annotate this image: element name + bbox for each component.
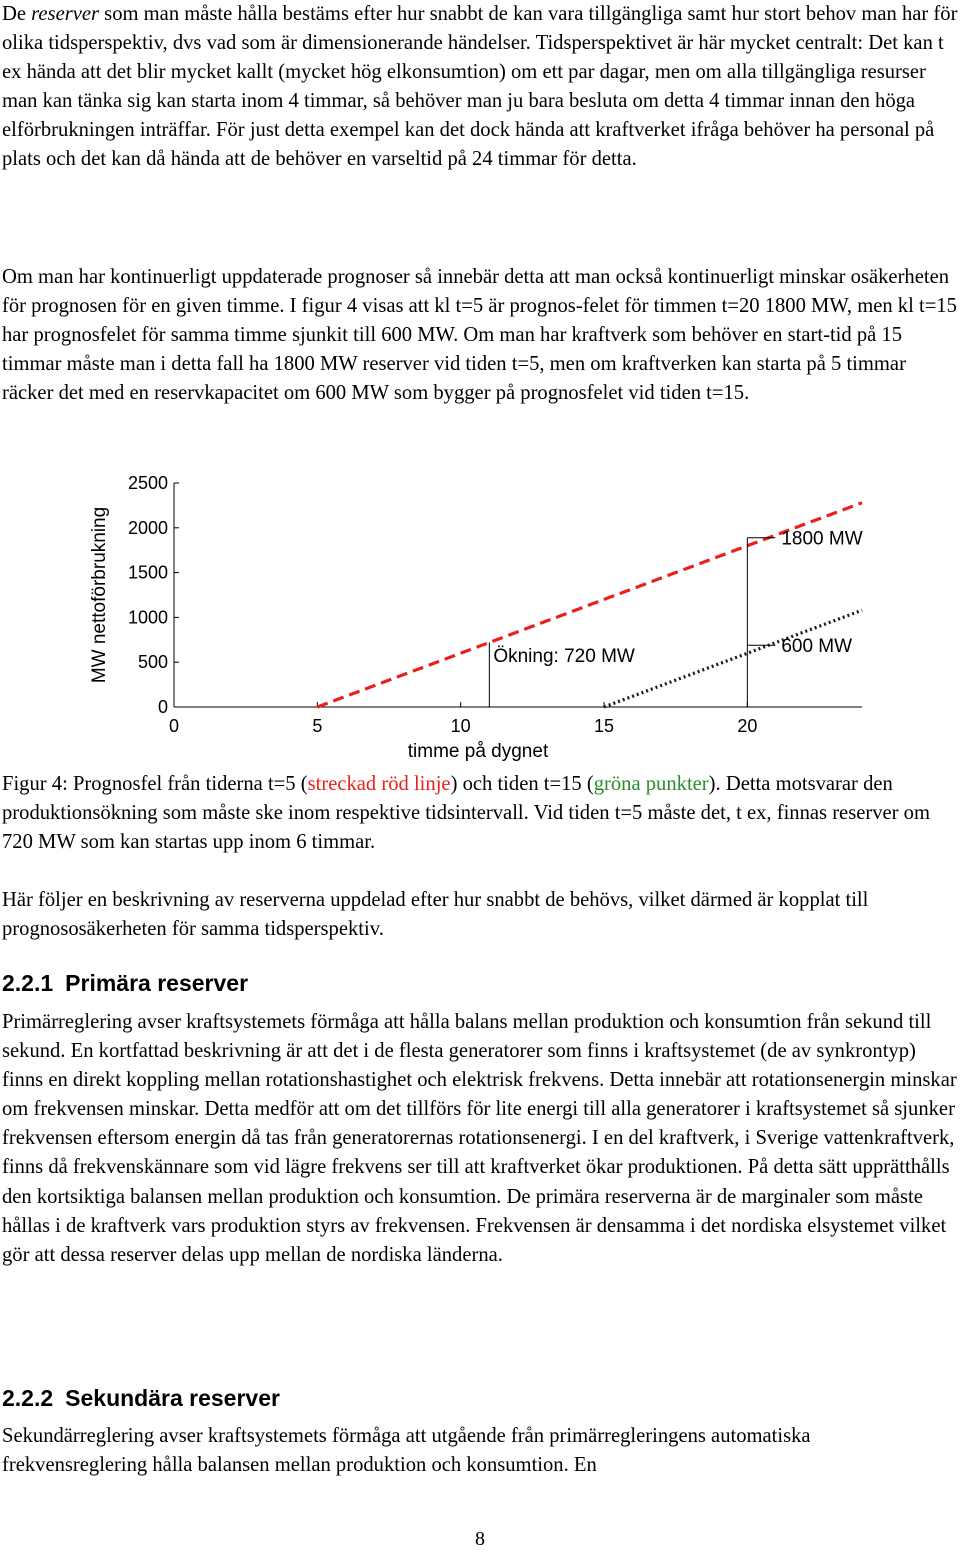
y-tick-label: 1000 bbox=[127, 607, 168, 628]
dotted-forecast-line bbox=[604, 610, 862, 707]
paragraph-beskrivning: Här följer en beskrivning av reserverna uppdelad efter hur snabbt de behövs, vilket därmed är kopplat till prognososäkerheten för samma tidsperspektiv. bbox=[2, 889, 869, 941]
figure-caption: Figur 4: Prognosfel från tiderna t=5 (streckad röd linje) och tiden t=15 (gröna punkter). Detta motsvarar den produktionsökning som måste ske inom respektive tidsintervall. Vid tiden t=5 måste det, t ex, finnas reserver om 720 MW som kan startas upp inom 6 timmar. bbox=[2, 773, 930, 854]
y-tick-label: 0 bbox=[157, 697, 168, 717]
y-tick-label: 1500 bbox=[127, 562, 168, 583]
forecast-error-chart bbox=[80, 462, 900, 767]
chart-series bbox=[317, 503, 862, 707]
x-tick-label: 5 bbox=[312, 716, 323, 736]
heading-sekundara-reserver: 2.2.2 Sekundära reserver bbox=[2, 1385, 280, 1411]
paragraph-sekundarreglering: Sekundärreglering avser kraftsystemets förmåga att utgående från primärregleringens automatiska frekvensreglering hålla balansen mellan produktion och konsumtion. En bbox=[2, 1425, 811, 1477]
paragraph-primarreglering: Primärreglering avser kraftsystemets förmåga att hålla balans mellan produktion och konsumtion från sekund till sekund. En kortfattad beskrivning är att det i de flesta generatorer som finns i kraftsystemet (de av synkrontyp) finns en direkt koppling mellan rotationshastighet och elektrisk frekvens. Detta innebär att rotationsenergin minskar om frekvensen minskar. Detta medför att om det tillförs för lite energi till alla generatorer i kraftsystemet så sjunker frekvensen eftersom energin då tas från generatorernas rotationsenergi. I en del kraftverk, i Sverige vattenkraftverk, finns då frekvenskännare som vid lägre frekvens ser till att kraftverket ökar produktionen. På detta sätt upprätthålls den kortsiktiga balansen mellan produktion och konsumtion. De primära reserverna är de marginaler som måste hållas i de kraftverk vars produktion styrs av frekvensen. Frekvensen är densamma i det nordiska elsystemet vilket gör att dessa reserver delas upp mellan de nordiska länderna. bbox=[2, 1011, 957, 1266]
x-tick-label: 0 bbox=[168, 716, 180, 736]
annotation-1800-mw: 1800 MW bbox=[781, 528, 863, 550]
x-tick-label: 15 bbox=[593, 716, 615, 736]
emphasis-reserver: reserver bbox=[31, 3, 100, 25]
y-tick-label: 500 bbox=[137, 652, 168, 673]
y-axis-label: MW nettoförbrukning bbox=[89, 506, 110, 684]
y-tick-label: 2000 bbox=[127, 517, 168, 538]
annotation-600-mw: 600 MW bbox=[781, 636, 853, 658]
chart-axes bbox=[89, 473, 862, 762]
x-tick-label: 20 bbox=[737, 716, 758, 736]
x-axis-label: timme på dygnet bbox=[407, 741, 549, 762]
y-tick-label: 2500 bbox=[127, 473, 168, 493]
heading-primara-reserver: 2.2.1 Primära reserver bbox=[2, 970, 249, 996]
red-dashed-forecast-line bbox=[317, 503, 862, 707]
annotation-okning: Ökning: 720 MW bbox=[493, 645, 635, 667]
caption-red-dashed-label: streckad röd linje bbox=[307, 773, 451, 795]
caption-green-points-label: gröna punkter bbox=[593, 773, 709, 795]
figure-4 bbox=[80, 462, 900, 767]
x-tick-label: 10 bbox=[450, 716, 471, 736]
paragraph-prognoser: Om man har kontinuerligt uppdaterade prognoser så innebär detta att man också kontinuerligt minskar osäkerheten för prognosen för en given timme. I figur 4 visas att kl t=5 är prognos-felet för timmen t=20 1800 MW, men kl t=15 har prognosfelet för samma timme sjunkit till 600 MW. Om man har kraftverk som behöver en start-tid på 15 timmar måste man i detta fall ha 1800 MW reserver vid tiden t=5, men om kraftverken kan starta på 5 timmar räcker det med en reservkapacitet om 600 MW som bygger på prognosfelet vid tiden t=15. bbox=[2, 266, 957, 405]
page-number: 8 bbox=[475, 1528, 485, 1550]
paragraph-reserver: De reserver som man måste hålla bestäms efter hur snabbt de kan vara tillgängliga samt hur stort behov man har för olika tidsperspektiv, dvs vad som är dimensionerande händelser. Tidsperspektivet är här mycket centralt: Det kan t ex hända att det blir mycket kallt (mycket hög elkonsumtion) om ett par dagar, men om alla tillgängliga resurser man kan tänka sig kan starta inom 4 timmar, så behöver man ju bara besluta om detta 4 timmar innan den höga elförbrukningen inträffar. För just detta exempel kan det dock hända att kraftverket ifråga behöver ha personal på plats och det kan då hända att de behöver en varseltid på 24 timmar för detta. bbox=[2, 3, 958, 171]
